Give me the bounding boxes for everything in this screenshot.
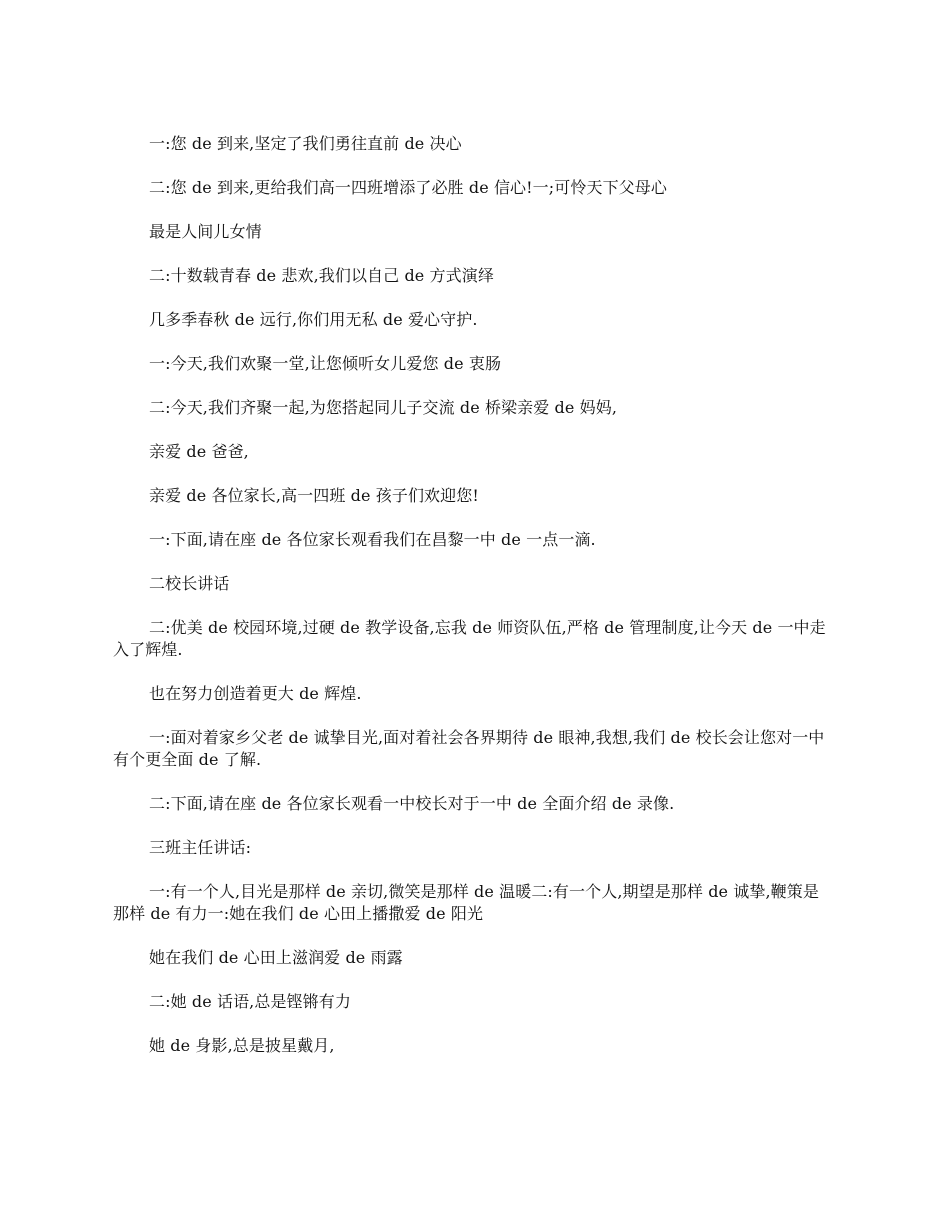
paragraph: 二校长讲话 [149, 574, 230, 593]
paragraph: 她在我们 de 心田上滋润爱 de 雨露 [149, 948, 403, 967]
paragraph: 亲爱 de 各位家长,高一四班 de 孩子们欢迎您! [149, 486, 479, 505]
paragraph: 二:她 de 话语,总是铿锵有力 [149, 992, 351, 1011]
paragraph: 二:今天,我们齐聚一起,为您搭起同儿子交流 de 桥梁亲爱 de 妈妈, [149, 398, 618, 417]
paragraph: 三班主任讲话: [149, 838, 252, 857]
paragraph: 一:今天,我们欢聚一堂,让您倾听女儿爱您 de 衷肠 [149, 354, 502, 373]
paragraph: 她 de 身影,总是披星戴月, [149, 1036, 335, 1055]
paragraph: 二:十数载青春 de 悲欢,我们以自己 de 方式演绎 [149, 266, 494, 285]
paragraph: 几多季春秋 de 远行,你们用无私 de 爱心守护. [149, 310, 478, 329]
paragraph: 一:您 de 到来,坚定了我们勇往直前 de 决心 [149, 134, 462, 153]
paragraph: 也在努力创造着更大 de 辉煌. [149, 684, 362, 703]
paragraph: 最是人间儿女情 [149, 222, 262, 241]
document-body [113, 133, 833, 1079]
paragraph: 亲爱 de 爸爸, [149, 442, 249, 461]
paragraph: 一:面对着家乡父老 de 诚挚目光,面对着社会各界期待 de 眼神,我想,我们 de 校长会让您对一中有个更全面 de 了解. [113, 728, 825, 769]
paragraph: 一:下面,请在座 de 各位家长观看我们在昌黎一中 de 一点一滴. [149, 530, 596, 549]
paragraph: 一:有一个人,目光是那样 de 亲切,微笑是那样 de 温暖二:有一个人,期望是那样 de 诚挚,鞭策是那样 de 有力一:她在我们 de 心田上播撒爱 de 阳光 [113, 882, 819, 923]
paragraph: 二:优美 de 校园环境,过硬 de 教学设备,忘我 de 师资队伍,严格 de 管理制度,让今天 de 一中走入了辉煌. [113, 618, 826, 659]
paragraph: 二:下面,请在座 de 各位家长观看一中校长对于一中 de 全面介绍 de 录像. [149, 794, 675, 813]
paragraph: 二:您 de 到来,更给我们高一四班增添了必胜 de 信心!一;可怜天下父母心 [149, 178, 667, 197]
